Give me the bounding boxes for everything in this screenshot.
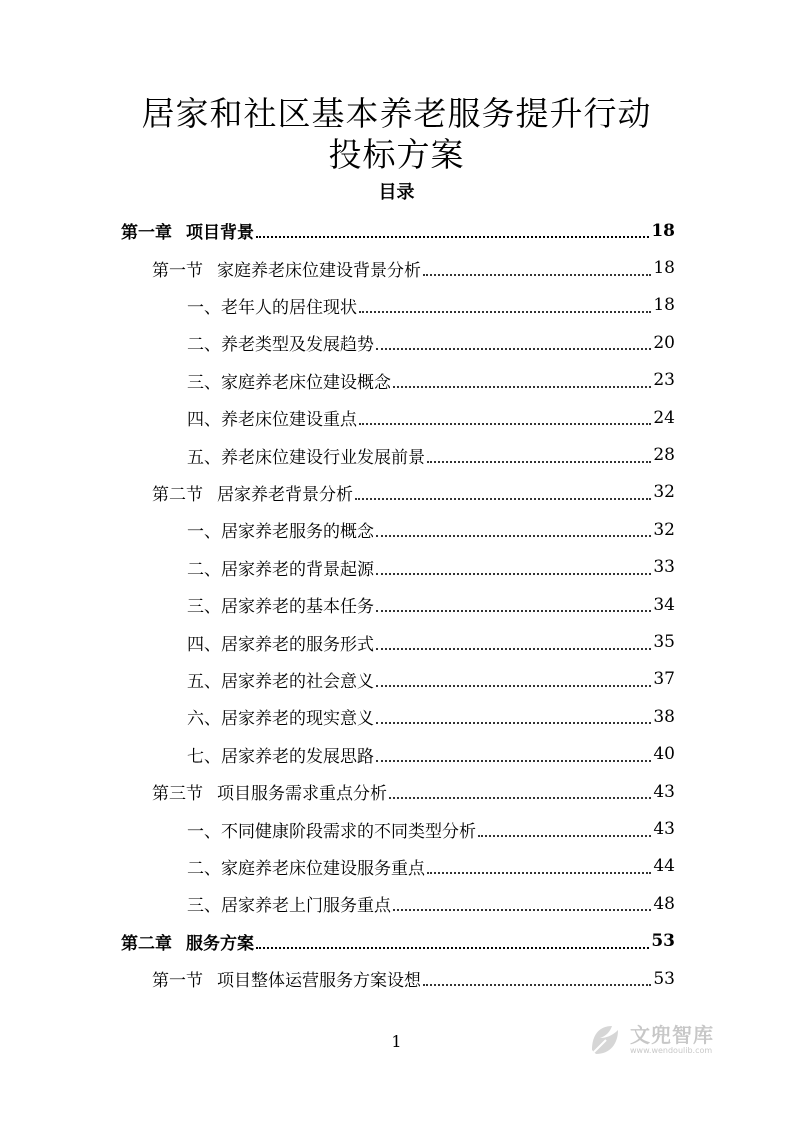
- toc-leader-dots: [389, 796, 651, 799]
- toc-entry-section[interactable]: [152, 773, 675, 810]
- toc-leader-dots: [355, 497, 651, 500]
- toc-entry-page: 35: [653, 632, 675, 653]
- toc-entry-text: 一、老年人的居住现状: [187, 297, 357, 318]
- toc-entry-number: 第一节: [152, 260, 203, 281]
- toc-entry-page: 20: [653, 332, 675, 353]
- toc-entry-page: 32: [653, 519, 675, 540]
- toc-entry-item[interactable]: [187, 736, 675, 773]
- toc-entry-item[interactable]: [187, 623, 675, 660]
- toc-entry-item[interactable]: [187, 661, 675, 698]
- toc-leader-dots: [376, 684, 651, 687]
- document-title-line-1: 居家和社区基本养老服务提升行动: [141, 94, 652, 133]
- toc-entry-text: 四、养老床位建设重点: [187, 410, 357, 431]
- toc-leader-dots: [359, 422, 651, 425]
- toc-entry-text: 七、居家养老的发展思路: [187, 746, 374, 767]
- toc-entry-page: 28: [653, 445, 675, 466]
- toc-entry-chapter[interactable]: [121, 923, 675, 960]
- toc-entry-label: [187, 555, 374, 580]
- toc-entry-page: 34: [653, 594, 675, 615]
- toc-entry-label: [187, 742, 374, 767]
- toc-entry-label: [187, 330, 374, 355]
- toc-heading: 目录: [378, 182, 415, 203]
- toc-entry-text: 家庭养老床位建设背景分析: [217, 260, 421, 281]
- toc-entry-text: 五、养老床位建设行业发展前景: [187, 447, 425, 468]
- toc-entry-label: [187, 443, 425, 468]
- toc-entry-text: 五、居家养老的社会意义: [187, 671, 374, 692]
- toc-leader-dots: [423, 983, 651, 986]
- toc-leader-dots: [376, 647, 651, 650]
- toc-entry-item[interactable]: [187, 362, 675, 399]
- watermark-url-text: www.wendoulib.com: [630, 1046, 713, 1055]
- toc-entry-text: 三、家庭养老床位建设概念: [187, 372, 391, 393]
- toc-leader-dots: [478, 834, 651, 837]
- toc-entry-item[interactable]: [187, 810, 675, 847]
- toc-entry-text: 二、居家养老的背景起源: [187, 559, 374, 580]
- toc-entry-label: [187, 817, 476, 842]
- toc-entry-label: [187, 592, 374, 617]
- toc-entry-item[interactable]: [187, 511, 675, 548]
- toc-entry-text: 二、家庭养老床位建设服务重点: [187, 858, 425, 879]
- toc-leader-dots: [359, 310, 651, 313]
- toc-entry-text: 六、居家养老的现实意义: [187, 709, 374, 730]
- toc-entry-label: [152, 480, 353, 505]
- toc-leader-dots: [376, 572, 651, 575]
- toc-entry-label: [187, 667, 374, 692]
- toc-entry-page: 24: [653, 407, 675, 428]
- toc-entry-page: 48: [653, 893, 675, 914]
- toc-entry-item[interactable]: [187, 848, 675, 885]
- toc-leader-dots: [376, 721, 651, 724]
- toc-leader-dots: [427, 871, 651, 874]
- toc-entry-label: [187, 293, 357, 318]
- toc-leader-dots: [256, 235, 649, 238]
- toc-leader-dots: [393, 908, 651, 911]
- toc-entry-chapter[interactable]: [121, 212, 675, 249]
- toc-entry-page: 18: [653, 295, 675, 316]
- toc-entry-label: [187, 405, 357, 430]
- toc-entry-section[interactable]: [152, 960, 675, 997]
- toc-entry-text: 项目服务需求重点分析: [217, 784, 387, 805]
- toc-entry-label: [152, 779, 387, 804]
- toc-entry-page: 38: [653, 706, 675, 727]
- toc-entry-label: [121, 218, 254, 243]
- toc-leader-dots: [376, 759, 651, 762]
- toc-entry-page: 23: [653, 370, 675, 391]
- toc-entry-item[interactable]: [187, 399, 675, 436]
- toc-entry-item[interactable]: [187, 436, 675, 473]
- toc-entry-item[interactable]: [187, 586, 675, 623]
- toc-entry-page: 43: [653, 819, 675, 840]
- toc-entry-text: 一、不同健康阶段需求的不同类型分析: [187, 821, 476, 842]
- toc-leader-dots: [423, 273, 651, 276]
- toc-entry-number: 第二章: [121, 933, 172, 954]
- toc-entry-label: [187, 630, 374, 655]
- toc-entry-number: 第二节: [152, 484, 203, 505]
- toc-entry-label: [152, 256, 421, 281]
- toc-entry-section[interactable]: [152, 249, 675, 286]
- toc-entry-text: 二、养老类型及发展趋势: [187, 335, 374, 356]
- toc-entry-item[interactable]: [187, 549, 675, 586]
- toc-entry-item[interactable]: [187, 287, 675, 324]
- toc-entry-page: 33: [653, 557, 675, 578]
- toc-entry-text: 三、居家养老的基本任务: [187, 597, 374, 618]
- toc-entry-text: 三、居家养老上门服务重点: [187, 896, 391, 917]
- toc-entry-page: 18: [653, 258, 675, 279]
- toc-entry-item[interactable]: [187, 324, 675, 361]
- toc-entry-page: 32: [653, 482, 675, 503]
- toc-leader-dots: [393, 385, 651, 388]
- watermark: [586, 1020, 714, 1060]
- toc-entry-page: 53: [653, 968, 675, 989]
- toc-entry-text: 一、居家养老服务的概念: [187, 522, 374, 543]
- toc-entry-label: [152, 966, 421, 991]
- toc-entry-text: 居家养老背景分析: [217, 484, 353, 505]
- toc-entry-text: 服务方案: [186, 933, 254, 954]
- page-number: 1: [391, 1032, 402, 1051]
- toc-entry-label: [187, 854, 425, 879]
- toc-entry-label: [187, 704, 374, 729]
- toc-entry-page: 18: [651, 220, 675, 241]
- toc-entry-text: 项目整体运营服务方案设想: [217, 971, 421, 992]
- toc-entry-label: [121, 929, 254, 954]
- toc-entry-label: [187, 891, 391, 916]
- toc-entry-text: 四、居家养老的服务形式: [187, 634, 374, 655]
- toc-entry-section[interactable]: [152, 474, 675, 511]
- toc-entry-page: 37: [653, 669, 675, 690]
- toc-entry-item[interactable]: [187, 698, 675, 735]
- toc-entry-page: 40: [653, 744, 675, 765]
- toc-leader-dots: [376, 534, 651, 537]
- toc-entry-text: 项目背景: [186, 223, 254, 244]
- toc-entry-page: 43: [653, 781, 675, 802]
- toc-leader-dots: [376, 609, 651, 612]
- toc-entry-item[interactable]: [187, 885, 675, 922]
- toc-entry-number: 第一节: [152, 971, 203, 992]
- toc-entry-page: 53: [651, 931, 675, 952]
- toc-entry-number: 第三节: [152, 784, 203, 805]
- toc-entry-number: 第一章: [121, 223, 172, 244]
- toc-entry-page: 44: [653, 856, 675, 877]
- watermark-logo-icon: [586, 1020, 626, 1060]
- document-title-line-2: 投标方案: [328, 135, 465, 174]
- watermark-brand-text: 文兜智库: [630, 1023, 714, 1047]
- toc-leader-dots: [376, 347, 651, 350]
- toc-entry-label: [187, 368, 391, 393]
- toc-leader-dots: [256, 946, 649, 949]
- toc-entry-label: [187, 517, 374, 542]
- toc-leader-dots: [427, 460, 651, 463]
